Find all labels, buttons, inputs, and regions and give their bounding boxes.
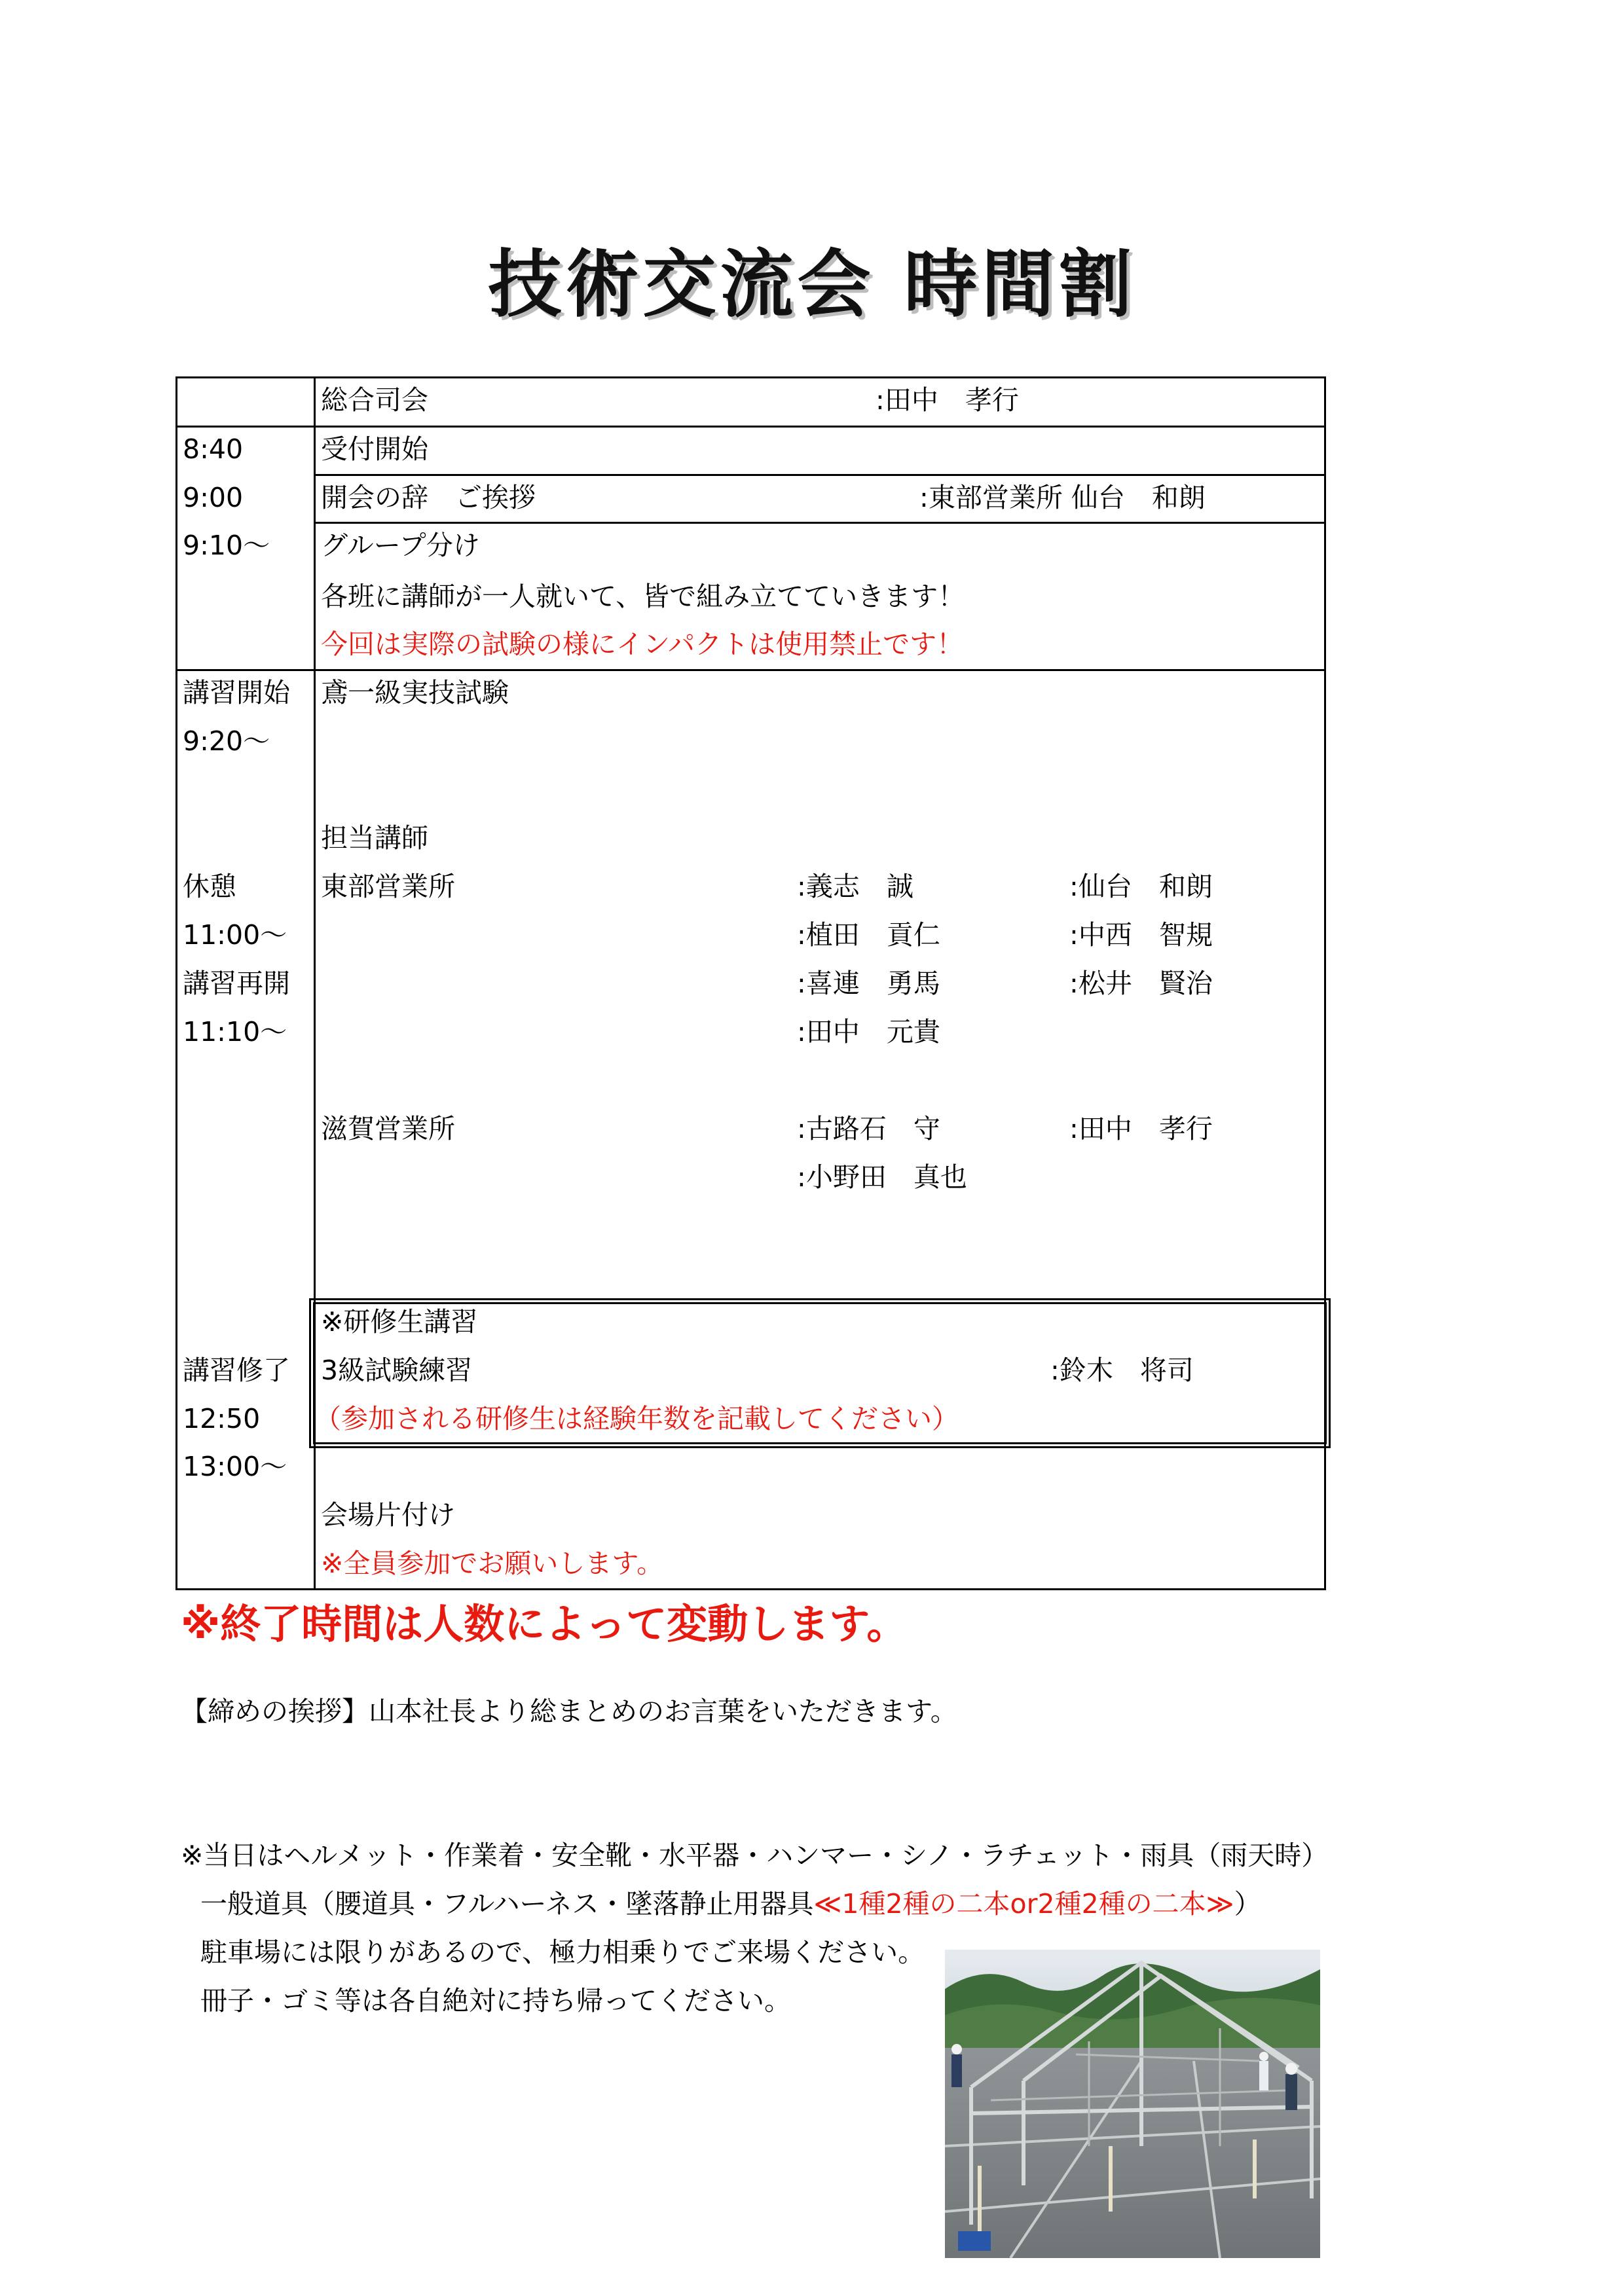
end-time: 12:50: [183, 1403, 261, 1434]
instructor-name: :中西 智規: [1069, 919, 1213, 951]
group-label: グループ分け: [321, 530, 480, 561]
opening-time: 9:00: [183, 482, 244, 513]
resume-time: 11:10～: [183, 1016, 287, 1048]
end-time-note: ※終了時間は人数によって変動します。: [181, 1600, 908, 1648]
course-start-label: 講習開始: [183, 677, 290, 708]
notes-line-1: ※当日はヘルメット・作業着・安全靴・水平器・ハンマー・シノ・ラチェット・雨具（雨天時）: [181, 1840, 1329, 1871]
instructor-name: :古路石 守: [797, 1113, 940, 1144]
notes-line-3: 駐車場には限りがあるので、極力相乗りでご来場ください。: [200, 1937, 925, 1968]
reception-label: 受付開始: [321, 433, 428, 465]
closing-remark: 【締めの挨拶】山本社長より総まとめのお言葉をいただきます。: [181, 1696, 957, 1727]
resume-label: 講習再開: [183, 968, 290, 999]
reception-time: 8:40: [183, 433, 244, 465]
exam-title: 鳶一級実技試験: [321, 677, 509, 708]
group-note: 各班に講師が一人就いて、皆で組み立てていきます！: [321, 581, 965, 612]
notes-line-2-prefix: 一般道具（腰道具・フルハーネス・墜落静止用器具: [200, 1888, 814, 1920]
instructor-name: :田中 元貴: [797, 1016, 940, 1048]
cleanup-time: 13:00～: [183, 1451, 287, 1482]
instructor-name: :小野田 真也: [797, 1161, 967, 1193]
break-time: 11:00～: [183, 919, 287, 951]
mc-name: :田中 孝行: [876, 384, 1019, 416]
instructor-name: :仙台 和朗: [1069, 871, 1213, 902]
trainee-practice: 3級試験練習: [321, 1355, 473, 1386]
cleanup-label: 会場片付け: [321, 1499, 455, 1531]
instructor-name: :喜連 勇馬: [797, 968, 940, 999]
notes-line-4: 冊子・ゴミ等は各自絶対に持ち帰ってください。: [200, 1985, 791, 2016]
instructor-name: :植田 貢仁: [797, 919, 940, 951]
mc-label: 総合司会: [321, 384, 428, 416]
end-label: 講習修了: [183, 1355, 290, 1386]
instructor-name: :田中 孝行: [1069, 1113, 1213, 1144]
opening-name: :東部営業所 仙台 和朗: [919, 482, 1206, 513]
site-photo: [945, 1950, 1320, 2258]
break-label: 休憩: [183, 871, 236, 902]
trainee-instructor: :鈴木 将司: [1050, 1355, 1194, 1386]
trainee-heading: ※研修生講習: [321, 1306, 478, 1338]
notes-line-2: [200, 1889, 1261, 1919]
site-photo-drawing: [945, 1950, 1320, 2258]
trainee-note: （参加される研修生は経験年数を記載してください）: [314, 1403, 959, 1434]
group-time: 9:10～: [183, 530, 270, 561]
page-title: 技術交流会 時間割: [488, 242, 1136, 327]
shiga-office: 滋賀営業所: [321, 1113, 455, 1144]
notes-line-2-suffix: ）: [1234, 1888, 1261, 1920]
cleanup-note: ※全員参加でお願いします。: [321, 1548, 664, 1579]
notes-line-2-red: ≪1種2種の二本or2種2種の二本≫: [813, 1888, 1234, 1920]
opening-label: 開会の辞 ご挨拶: [321, 482, 536, 513]
east-office: 東部営業所: [321, 871, 455, 902]
instructors-heading: 担当講師: [321, 822, 428, 854]
instructor-name: :義志 誠: [797, 871, 913, 902]
group-warning: 今回は実際の試験の様にインパクトは使用禁止です！: [321, 629, 964, 660]
course-start-time: 9:20～: [183, 725, 270, 757]
instructor-name: :松井 賢治: [1069, 968, 1213, 999]
